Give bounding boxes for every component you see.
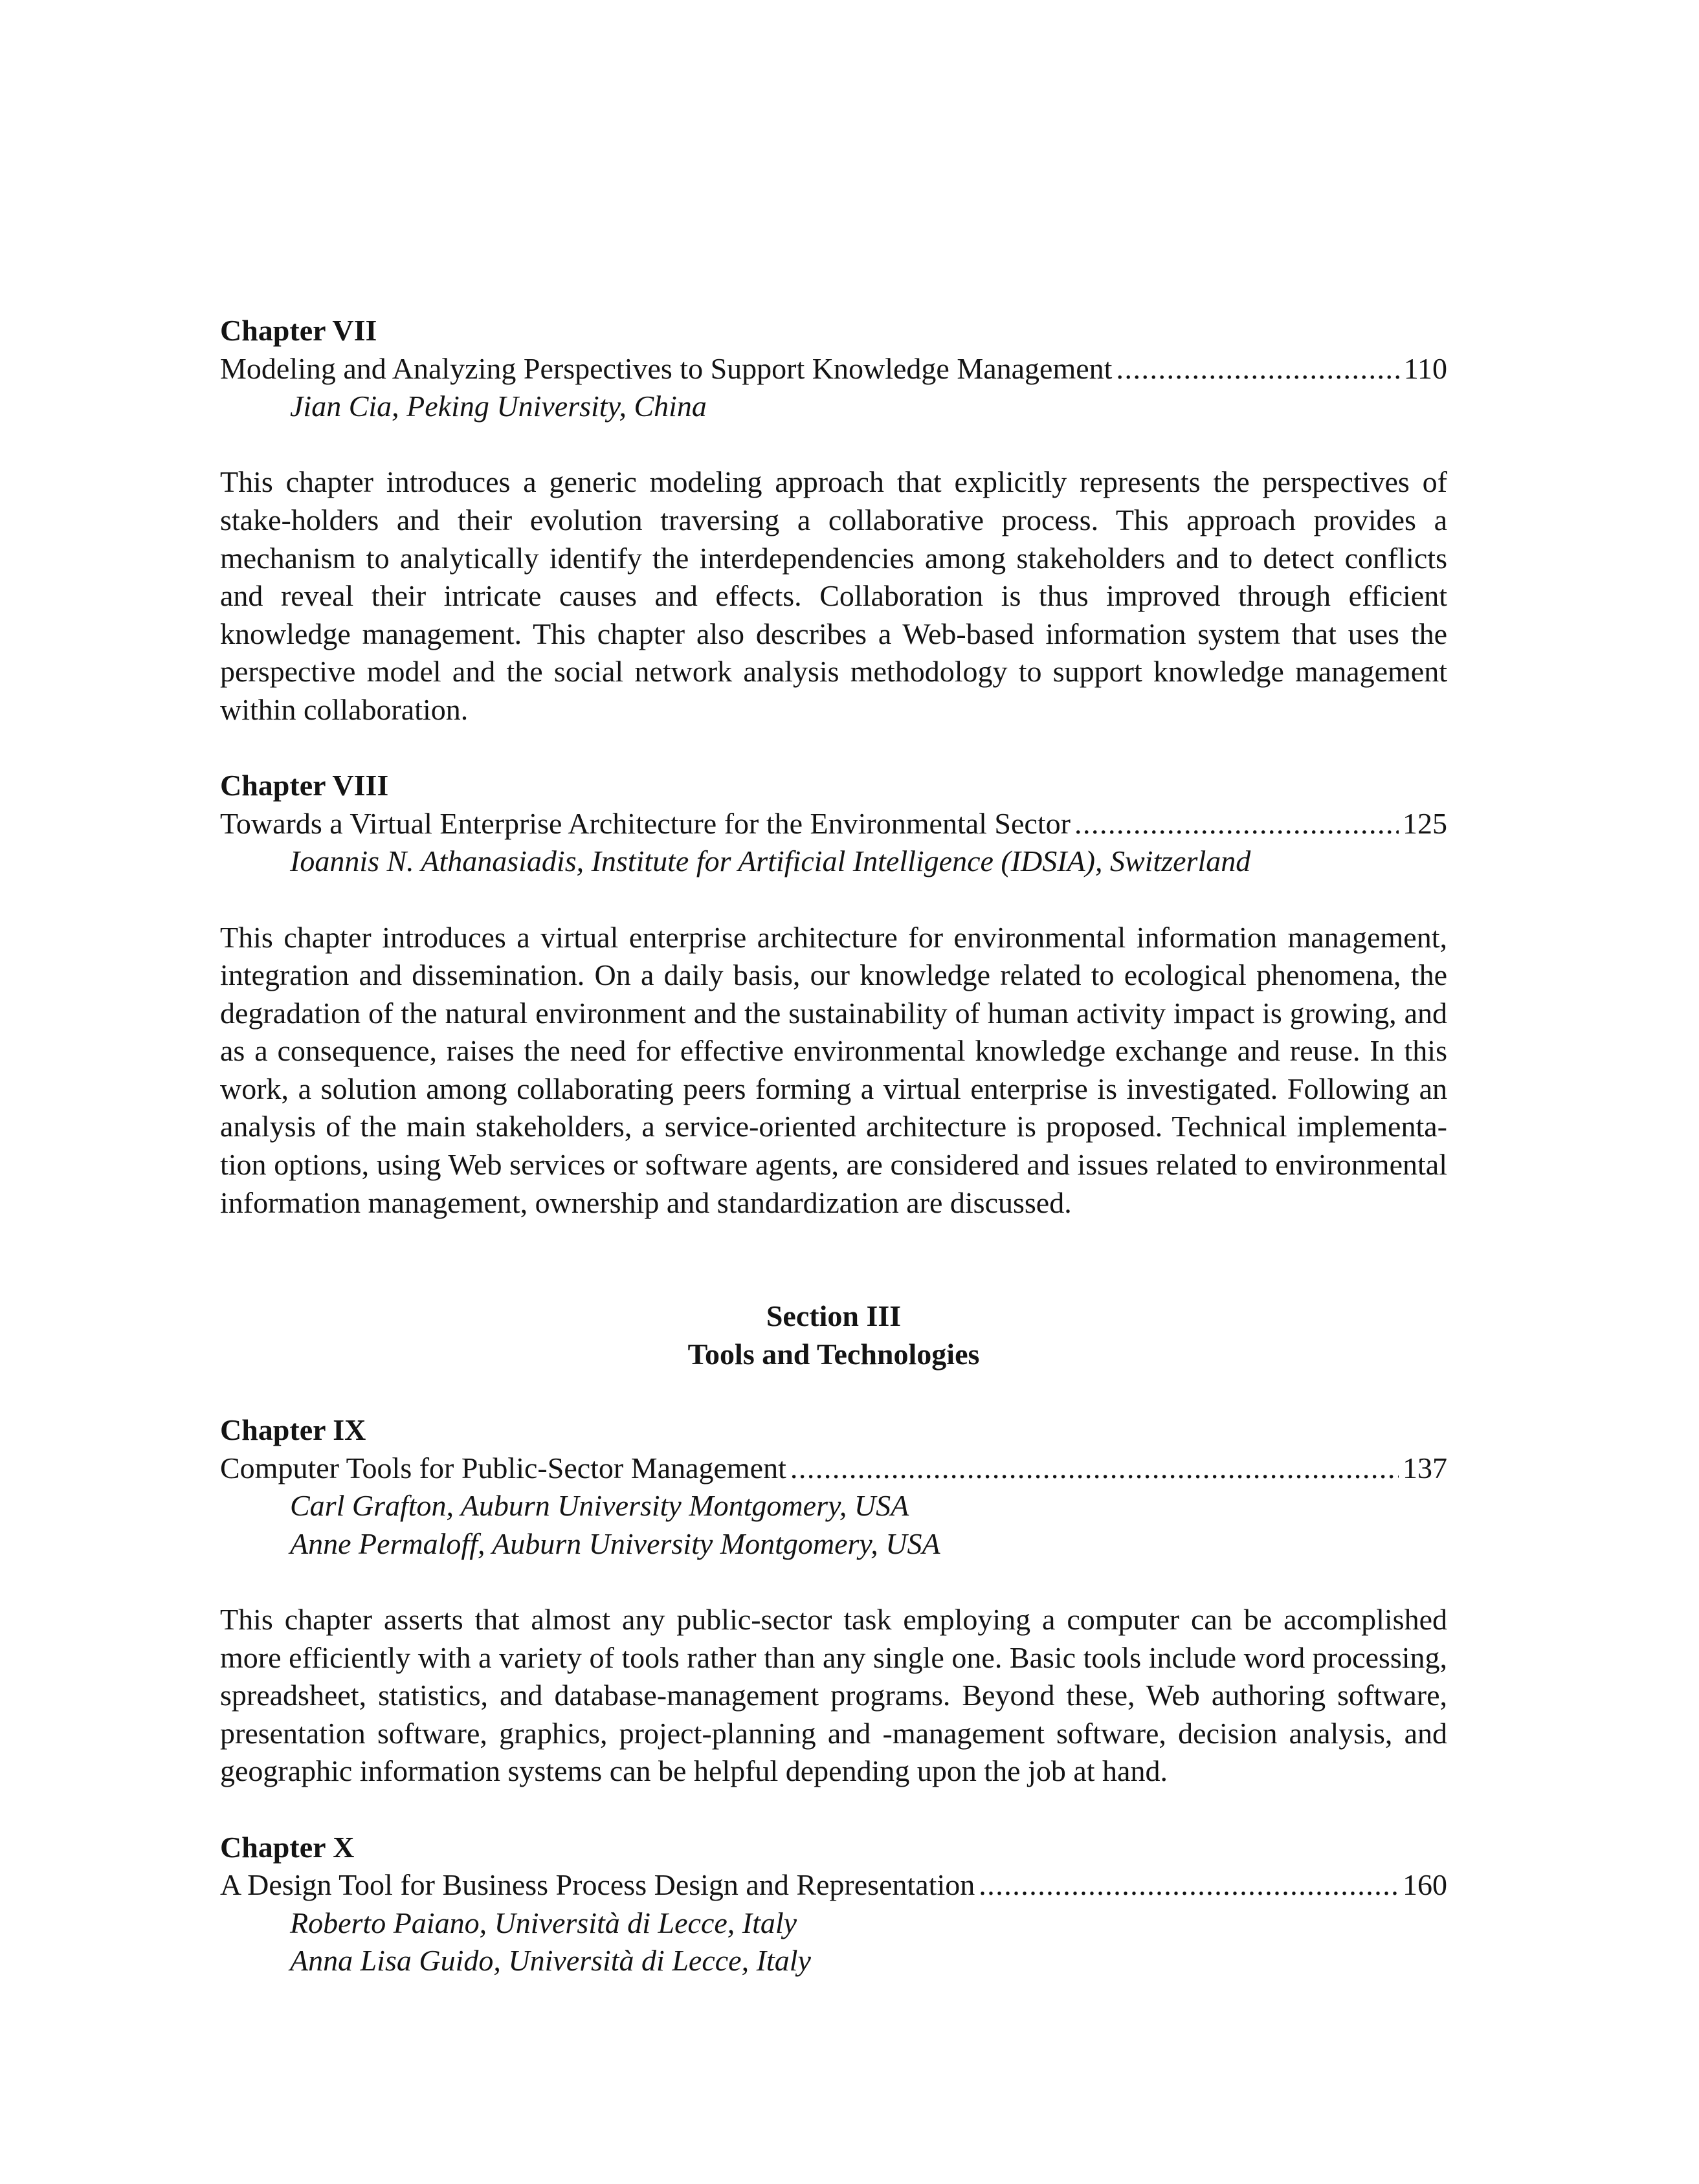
author-line: Carl Grafton, Auburn University Montgomery, USA [290, 1489, 909, 1523]
toc-line[interactable] [220, 350, 1447, 388]
toc-page [220, 312, 1447, 1980]
chapter-label: Chapter IX [220, 1413, 366, 1447]
dot-leader [1074, 805, 1399, 843]
author-line: Anna Lisa Guido, Università di Lecce, Italy [290, 1944, 811, 1978]
toc-entry-chapter-9 [220, 1411, 1447, 1829]
toc-line[interactable] [220, 805, 1447, 843]
toc-entry-chapter-10 [220, 1829, 1447, 1980]
dot-leader [1116, 350, 1399, 388]
toc-line[interactable] [220, 1450, 1447, 1488]
chapter-title[interactable]: Modeling and Analyzing Perspectives to Support Knowledge Management [220, 351, 1113, 385]
toc-line[interactable] [220, 1866, 1447, 1904]
chapter-abstract: This chapter introduces a generic modeling approach that explicitly represents the perspectives of stake-holders and their evolution traversing a collaborative process. This approach provides a mechanism to analytically identify the interdependencies among stakeholders and to detect conflicts and reveal their intricate causes and effects. Collaboration is thus improved through efficient knowledge management. This chapter also describes a Web-based information system that uses the perspective model and the social network analysis methodology to support knowledge management within collaboration. [220, 465, 1447, 726]
chapter-abstract: This chapter asserts that almost any public-sector task employing a computer can be accomplished more efficiently with a variety of tools rather than any single one. Basic tools include word processing, spreadsheet, statistics, and database-management programs. Beyond these, Web authoring software, presentation software, graphics, project-planning and -management software, decision analysis, and geographic information systems can be helpful depending upon the job at hand. [220, 1603, 1447, 1788]
chapter-title[interactable]: Towards a Virtual Enterprise Architecture for the Environmental Sector [220, 806, 1071, 840]
dot-leader [790, 1450, 1399, 1488]
section-number: Section III [766, 1299, 902, 1333]
page-number[interactable]: 160 [1403, 1868, 1447, 1902]
chapter-label: Chapter X [220, 1830, 355, 1864]
author-line: Anne Permaloff, Auburn University Montgomery, USA [290, 1527, 940, 1560]
chapter-title[interactable]: Computer Tools for Public-Sector Management [220, 1451, 786, 1484]
chapter-label: Chapter VII [220, 314, 377, 347]
section-title: Tools and Technologies [687, 1337, 980, 1371]
author-line: Roberto Paiano, Università di Lecce, Italy [290, 1906, 797, 1939]
section-heading [220, 1297, 1447, 1373]
page-number[interactable]: 110 [1403, 351, 1447, 385]
toc-entry-chapter-7 [220, 312, 1447, 767]
author-line: Jian Cia, Peking University, China [290, 390, 707, 423]
author-line: Ioannis N. Athanasiadis, Institute for Artificial Intelligence (IDSIA), Switzerland [290, 844, 1251, 878]
chapter-label: Chapter VIII [220, 769, 389, 802]
dot-leader [979, 1866, 1399, 1904]
page-number[interactable]: 125 [1403, 806, 1447, 840]
page-number[interactable]: 137 [1403, 1451, 1447, 1484]
chapter-abstract: This chapter introduces a virtual enterprise architecture for environmental information management, integration and dissemination. On a daily basis, our knowledge related to ecological phenomena, the degradation of the natural environment and the sustainability of human activity impact is growing, and as a consequence, raises the need for effective environmental knowledge exchange and reuse. In this work, a solution among collaborating peers forming a virtual enterprise is investigated. Following an analysis of the main stakeholders, a service-oriented architecture is proposed. Technical implementa-tion options, using Web services or software agents, are considered and issues related to environmental information management, ownership and standardization are discussed. [220, 920, 1447, 1219]
chapter-title[interactable]: A Design Tool for Business Process Design and Representation [220, 1868, 975, 1902]
toc-entry-chapter-8 [220, 767, 1447, 1222]
